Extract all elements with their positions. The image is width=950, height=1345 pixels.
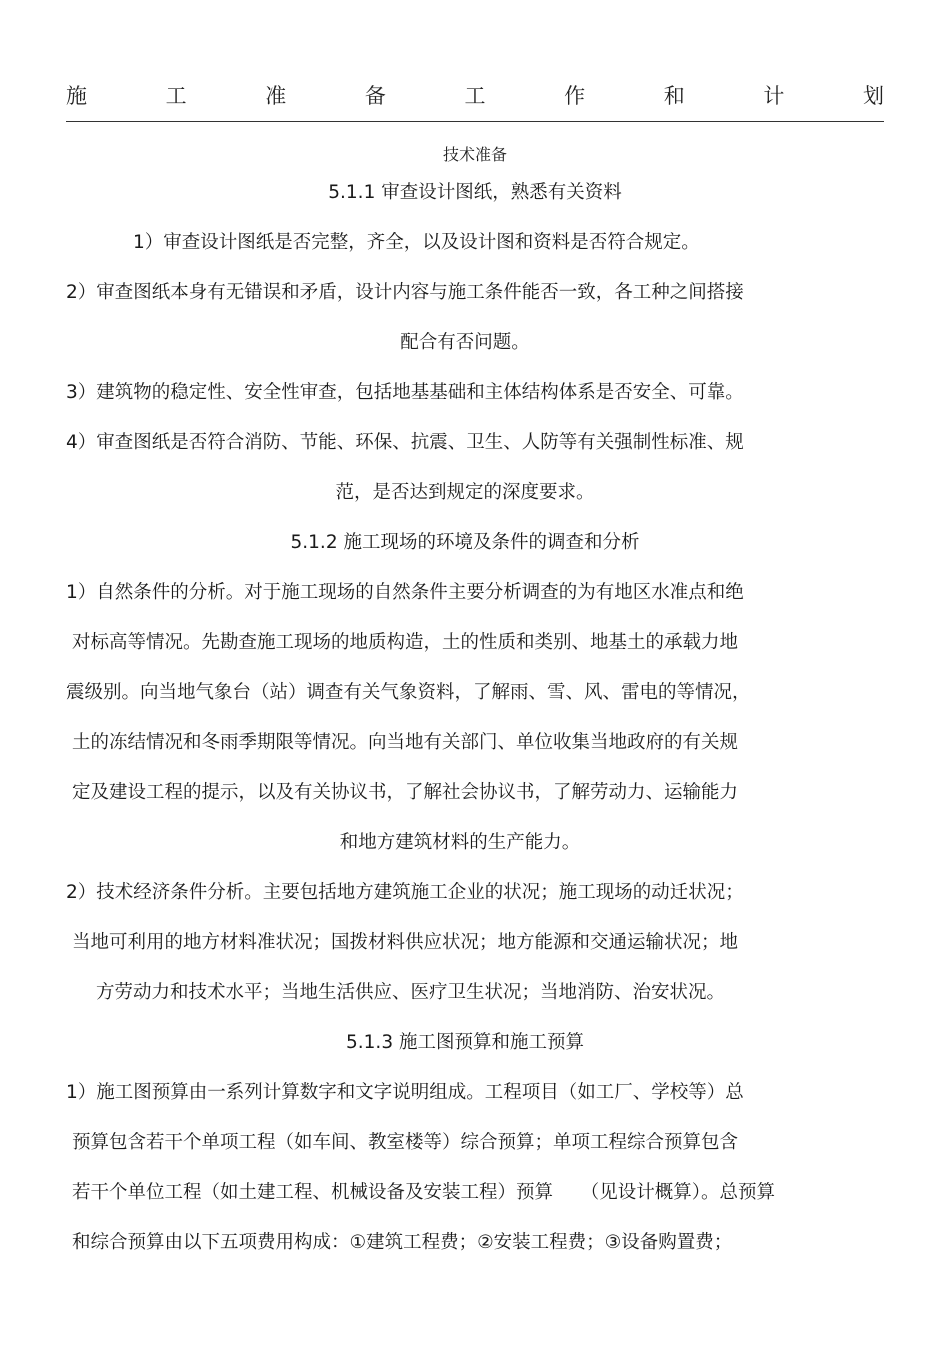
paragraph-line: 范，是否达到规定的深度要求。 (335, 482, 595, 503)
title-char: 工 (464, 84, 486, 108)
title-char: 计 (763, 84, 785, 108)
paragraph-line: 2）技术经济条件分析。主要包括地方建筑施工企业的状况；施工现场的动迁状况； (66, 882, 744, 903)
paragraph-line: 1）审查设计图纸是否完整，齐全，以及设计图和资料是否符合规定。 (133, 232, 700, 253)
document-title (66, 78, 884, 114)
section-heading: 技术准备 (442, 145, 507, 164)
title-divider (66, 121, 884, 122)
paragraph-line: 和综合预算由以下五项费用构成：①建筑工程费；②安装工程费；③设备购置费； (72, 1232, 733, 1253)
paragraph-line: 3）建筑物的稳定性、安全性审查，包括地基基础和主体结构体系是否安全、可靠。 (66, 382, 744, 403)
paragraph-line: 定及建设工程的提示，以及有关协议书，了解社会协议书，了解劳动力、运输能力 (72, 782, 739, 803)
paragraph-line: 1）施工图预算由一系列计算数字和文字说明组成。工程项目（如工厂、学校等）总 (66, 1082, 744, 1103)
paragraph-line: 配合有否问题。 (400, 332, 530, 353)
title-char: 备 (364, 84, 386, 108)
title-char: 工 (165, 84, 187, 108)
paragraph-line: 震级别。向当地气象台（站）调查有关气象资料，了解雨、雪、风、雷电的等情况， (66, 682, 751, 703)
paragraph-line: 当地可利用的地方材料准状况；国拨材料供应状况；地方能源和交通运输状况；地 (72, 932, 739, 953)
subsection-heading: 5.1.3 施工图预算和施工预算 (346, 1032, 584, 1053)
title-char: 划 (863, 84, 884, 108)
paragraph-line: 1）自然条件的分析。对于施工现场的自然条件主要分析调查的为有地区水准点和绝 (66, 582, 744, 603)
paragraph-line: 4）审查图纸是否符合消防、节能、环保、抗震、卫生、人防等有关强制性标准、规 (66, 432, 744, 453)
subsection-heading: 5.1.1 审查设计图纸，熟悉有关资料 (328, 182, 622, 203)
paragraph-line: 预算包含若干个单项工程（如车间、教室楼等）综合预算；单项工程综合预算包含 (72, 1132, 739, 1153)
paragraph-line: 方劳动力和技术水平；当地生活供应、医疗卫生状况；当地消防、治安状况。 (96, 982, 726, 1003)
title-char: 和 (663, 84, 685, 108)
title-char: 作 (564, 84, 586, 108)
paragraph-line: 土的冻结情况和冬雨季期限等情况。向当地有关部门、单位收集当地政府的有关规 (72, 732, 739, 753)
paragraph-line: 2）审查图纸本身有无错误和矛盾，设计内容与施工条件能否一致，各工种之间搭接 (66, 282, 744, 303)
subsection-heading: 5.1.2 施工现场的环境及条件的调查和分析 (290, 532, 640, 553)
paragraph-line: 对标高等情况。先勘查施工现场的地质构造，土的性质和类别、地基土的承载力地 (72, 632, 739, 653)
title-char: 施 (66, 84, 87, 108)
paragraph-line: 和地方建筑材料的生产能力。 (339, 832, 581, 853)
title-char: 准 (265, 84, 287, 108)
paragraph-line: 若干个单位工程（如土建工程、机械设备及安装工程）预算 （见设计概算）。总预算 (72, 1182, 776, 1203)
